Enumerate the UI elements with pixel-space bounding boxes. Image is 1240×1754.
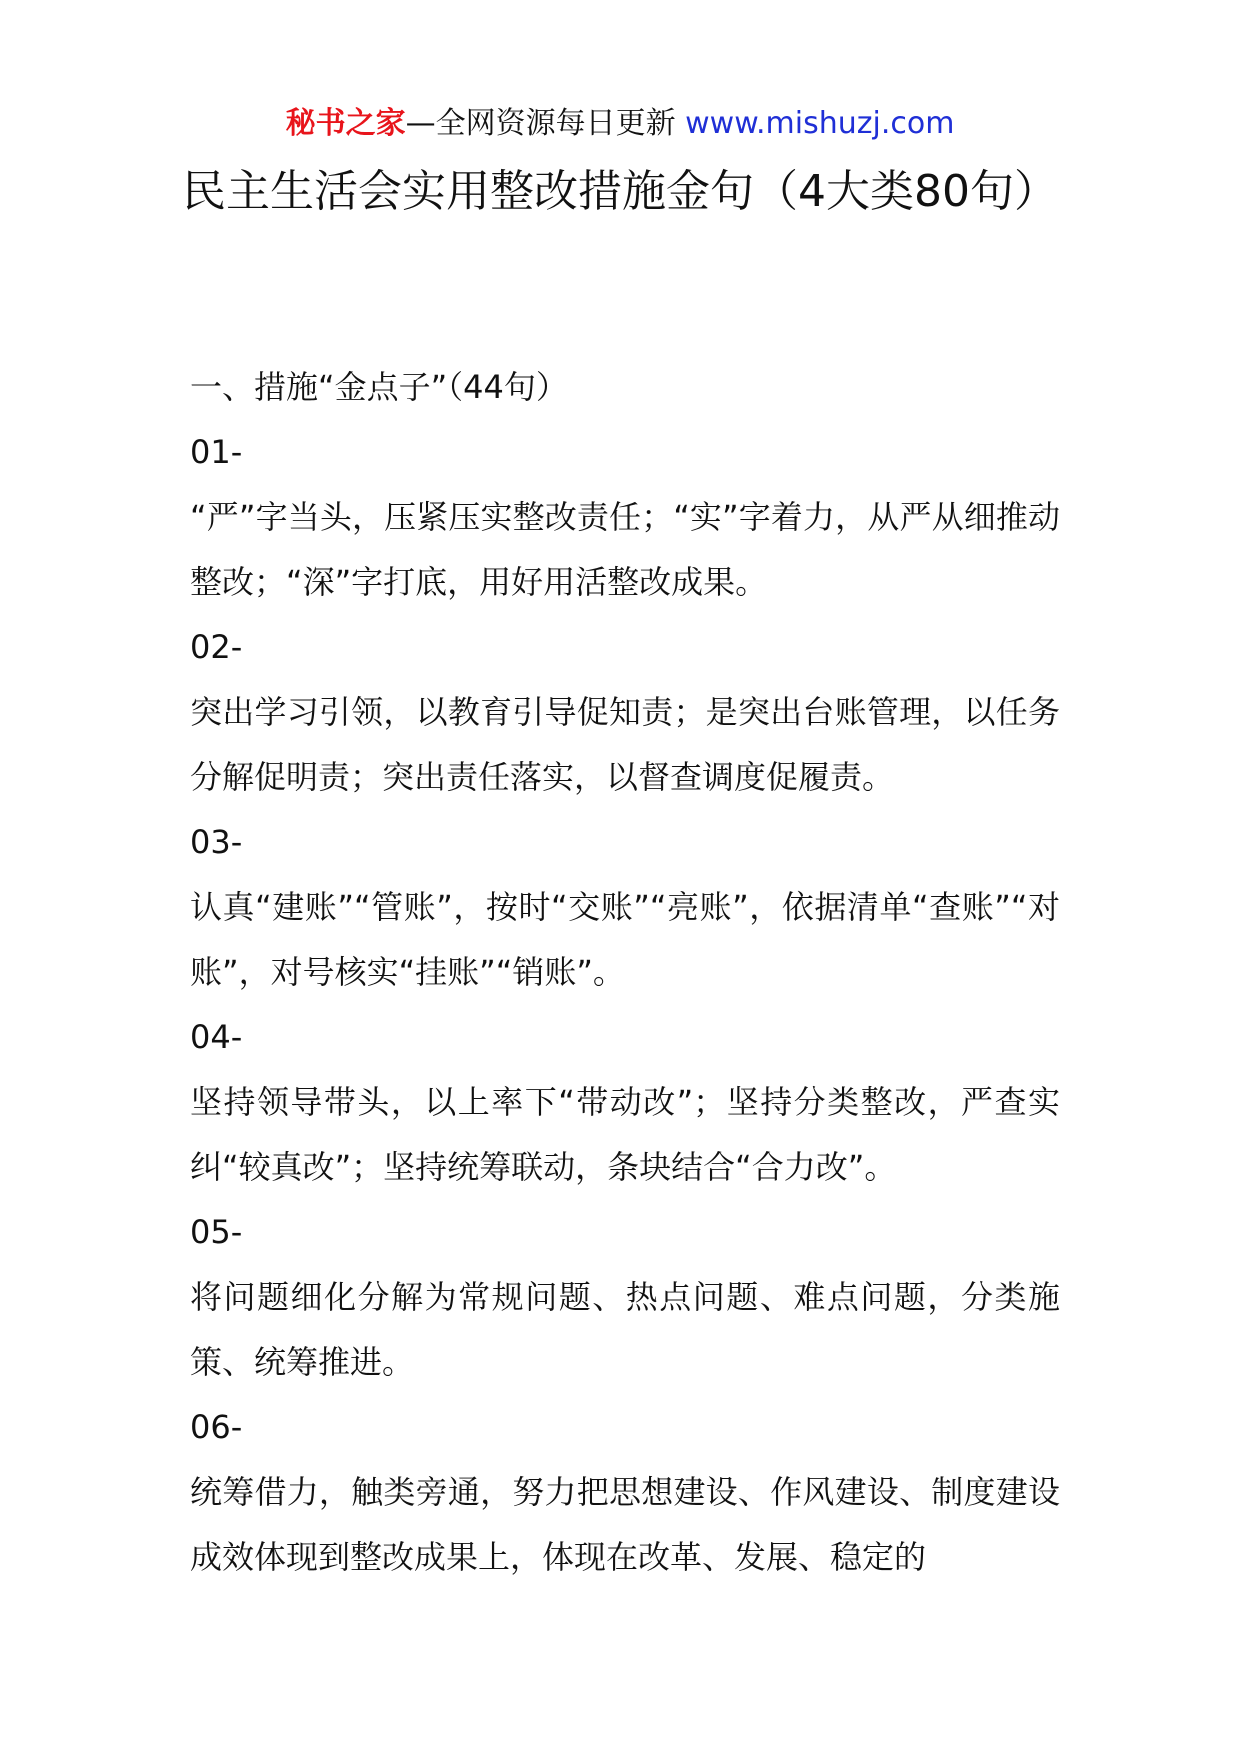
list-item xyxy=(190,1395,1060,1590)
item-text: 坚持领导带头，以上率下“带动改”；坚持分类整改，严查实纠“较真改”；坚持统筹联动，条块结合“合力改”。 xyxy=(190,1083,1060,1186)
item-number: 03- xyxy=(190,823,243,861)
brand-name: 秘书之家 xyxy=(285,106,406,141)
item-number: 05- xyxy=(190,1213,243,1251)
item-number: 01- xyxy=(190,433,243,471)
list-item xyxy=(190,1200,1060,1395)
list-item xyxy=(190,420,1060,615)
header-tagline: —全网资源每日更新 xyxy=(405,106,676,141)
item-number: 06- xyxy=(190,1408,243,1446)
item-number: 04- xyxy=(190,1018,243,1056)
document-title: 民主生活会实用整改措施金句（4大类80句） xyxy=(182,166,1058,217)
item-text: 统筹借力，触类旁通，努力把思想建设、作风建设、制度建设成效体现到整改成果上，体现在改革、发展、稳定的 xyxy=(190,1473,1060,1576)
list-item xyxy=(190,810,1060,1005)
list-item xyxy=(190,615,1060,810)
page-header xyxy=(0,102,1240,146)
website-link[interactable]: www.mishuzj.com xyxy=(685,106,955,141)
item-text: 突出学习引领，以教育引导促知责；是突出台账管理，以任务分解促明责；突出责任落实，以督查调度促履责。 xyxy=(190,693,1060,796)
section-heading: 一、措施“金点子”（44句） xyxy=(190,368,568,406)
list-item xyxy=(190,1005,1060,1200)
item-text: “严”字当头，压紧压实整改责任；“实”字着力，从严从细推动整改；“深”字打底，用好用活整改成果。 xyxy=(190,498,1060,601)
item-number: 02- xyxy=(190,628,243,666)
document-body xyxy=(190,355,1060,1590)
item-text: 将问题细化分解为常规问题、热点问题、难点问题，分类施策、统筹推进。 xyxy=(190,1278,1060,1381)
item-text: 认真“建账”“管账”，按时“交账”“亮账”，依据清单“查账”“对账”，对号核实“挂账”“销账”。 xyxy=(190,888,1060,991)
